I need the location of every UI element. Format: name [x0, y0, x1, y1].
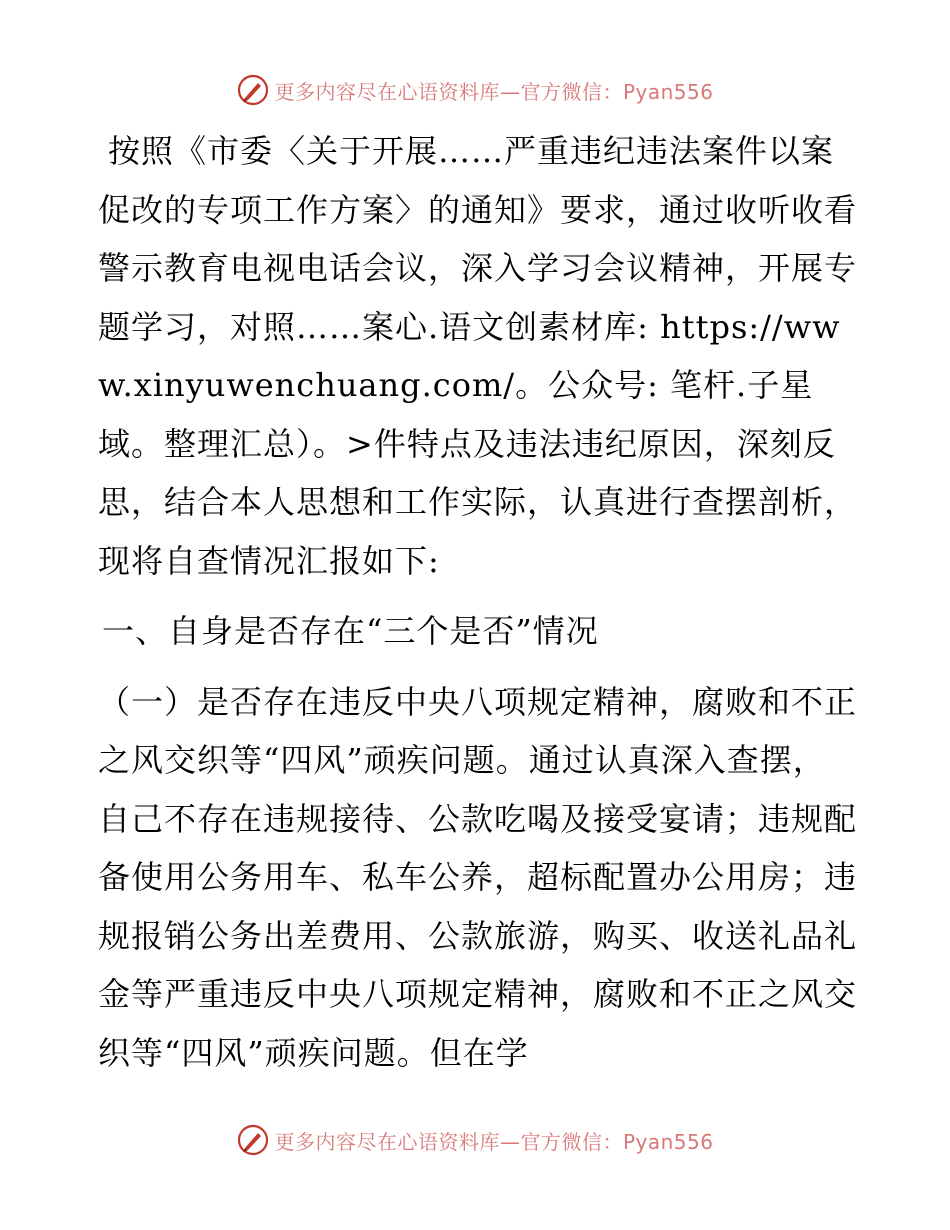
body-paragraph-section-1-1: （一）是否存在违反中央八项规定精神，腐败和不正之风交织等“四风”顽疾问题。通过认真深入查摆，自己不存在违规接待、公款吃喝及接受宴请；违规配备使用公务用车、私车公养，超标配置办公用房；违规报销公务出差费用、公款旅游，购买、收送礼品礼金等严重违反中央八项规定精神，腐败和不正之风交织等“四风”顽疾问题。但在学	[98, 682, 858, 1072]
watermark-text: 更多内容尽在心语资料库—官方微信：Pyan556	[274, 1129, 714, 1154]
section-heading-1: 一、自身是否存在“三个是否”情况	[102, 612, 599, 650]
footer-watermark-banner	[0, 1120, 950, 1160]
pen-logo-icon	[236, 1123, 270, 1157]
header-watermark-banner	[0, 70, 950, 110]
body-paragraph-intro: 按照《市委〈关于开展……严重违纪违法案件以案促改的专项工作方案〉的通知》要求，通过收听收看警示教育电视电话会议，深入学习会议精神，开展专题学习，对照……案心.语文创素材库: https://www.xinyuwenchuang.com/。公众号: 笔杆.子星域。整理汇总）。>件特点及违法违纪原因，深刻反思，结合本人思想和工作实际，认真进行查摆剖析，现将自查情况汇报如下:	[98, 132, 858, 580]
watermark-text: 更多内容尽在心语资料库—官方微信：Pyan556	[274, 79, 714, 104]
pen-logo-icon	[236, 73, 270, 107]
document-body	[98, 122, 858, 1082]
